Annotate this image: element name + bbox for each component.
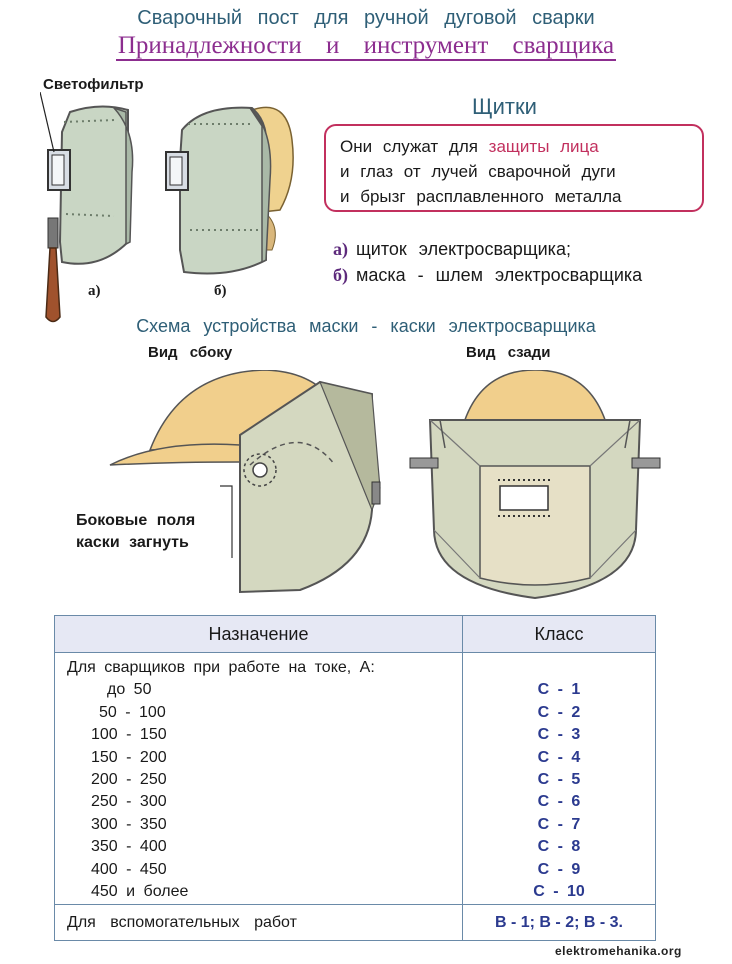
purpose-line-1 [340,134,692,159]
scheme-heading: Схема устройства маски - каски электросварщика [136,316,596,336]
column-header-purpose: Назначение [55,616,463,653]
list-item-text: маска - шлем электросварщика [356,265,643,285]
class-cell [463,653,656,905]
helmet-mask-illustration [162,100,307,280]
purpose-callout [324,124,704,212]
list-item [333,236,642,262]
aux-purpose-cell: Для вспомогательных работ [55,905,463,941]
list-item [333,262,642,288]
range-value: 300 - 350 [91,815,167,833]
purpose-line-1-prefix: Они служат для [340,137,489,156]
class-value: С - 8 [537,838,581,856]
site-watermark: elektromehanika.org [555,944,682,958]
side-note [76,510,195,554]
class-value: С - 4 [537,748,581,766]
class-value: С - 9 [537,860,581,878]
back-view-label: Вид сзади [466,344,551,361]
class-value: С - 1 [537,681,581,699]
purpose-line-2: и глаз от лучей сварочной дуги [340,162,616,181]
range-value: 100 - 150 [91,726,167,744]
side-view-diagram [100,370,400,595]
purpose-cell [55,653,463,905]
list-marker: б) [333,265,348,285]
list-item-text: щиток электросварщика; [356,239,571,259]
class-value: С - 6 [537,793,581,811]
column-header-class: Класс [463,616,656,653]
range-value: 400 - 450 [91,860,167,878]
table-header-row [55,616,656,653]
light-filter-label: Светофильтр [43,76,144,93]
side-view-label: Вид сбоку [148,344,233,361]
aux-class-cell: В - 1; В - 2; В - 3. [463,905,656,941]
table-intro: Для сварщиков при работе на токе, А: [67,659,375,676]
purpose-highlight: защиты лица [488,137,599,156]
table-row [55,653,656,905]
figure-b-label: б) [214,283,227,299]
class-value: С - 5 [537,770,581,788]
page-subtitle-text: Принадлежности и инструмент сварщика [117,32,615,59]
range-value: 150 - 200 [91,748,167,766]
class-value: С - 7 [537,815,581,833]
range-value: до 50 [107,681,152,699]
class-value: С - 3 [537,726,581,744]
class-value: С - 2 [537,703,581,721]
range-value: 350 - 400 [91,838,167,856]
shields-heading: Щитки [472,94,537,119]
side-note-line-2: каски загнуть [76,534,189,551]
page-subtitle [0,32,732,60]
side-note-line-1: Боковые поля [76,512,196,529]
class-value: С - 10 [533,882,585,900]
page-title: Сварочный пост для ручной дуговой сварки [137,7,595,29]
shield-types-list [333,236,642,288]
range-value: 250 - 300 [91,793,167,811]
back-view-diagram [400,370,670,602]
table-row [55,905,656,941]
range-value: 200 - 250 [91,770,167,788]
figure-a-label: а) [88,283,101,299]
range-value: 450 и более [91,882,189,900]
purpose-line-3: и брызг расплавленного металла [340,187,622,206]
range-value: 50 - 100 [99,703,166,721]
filter-class-table [54,615,656,941]
list-marker: а) [333,239,348,259]
